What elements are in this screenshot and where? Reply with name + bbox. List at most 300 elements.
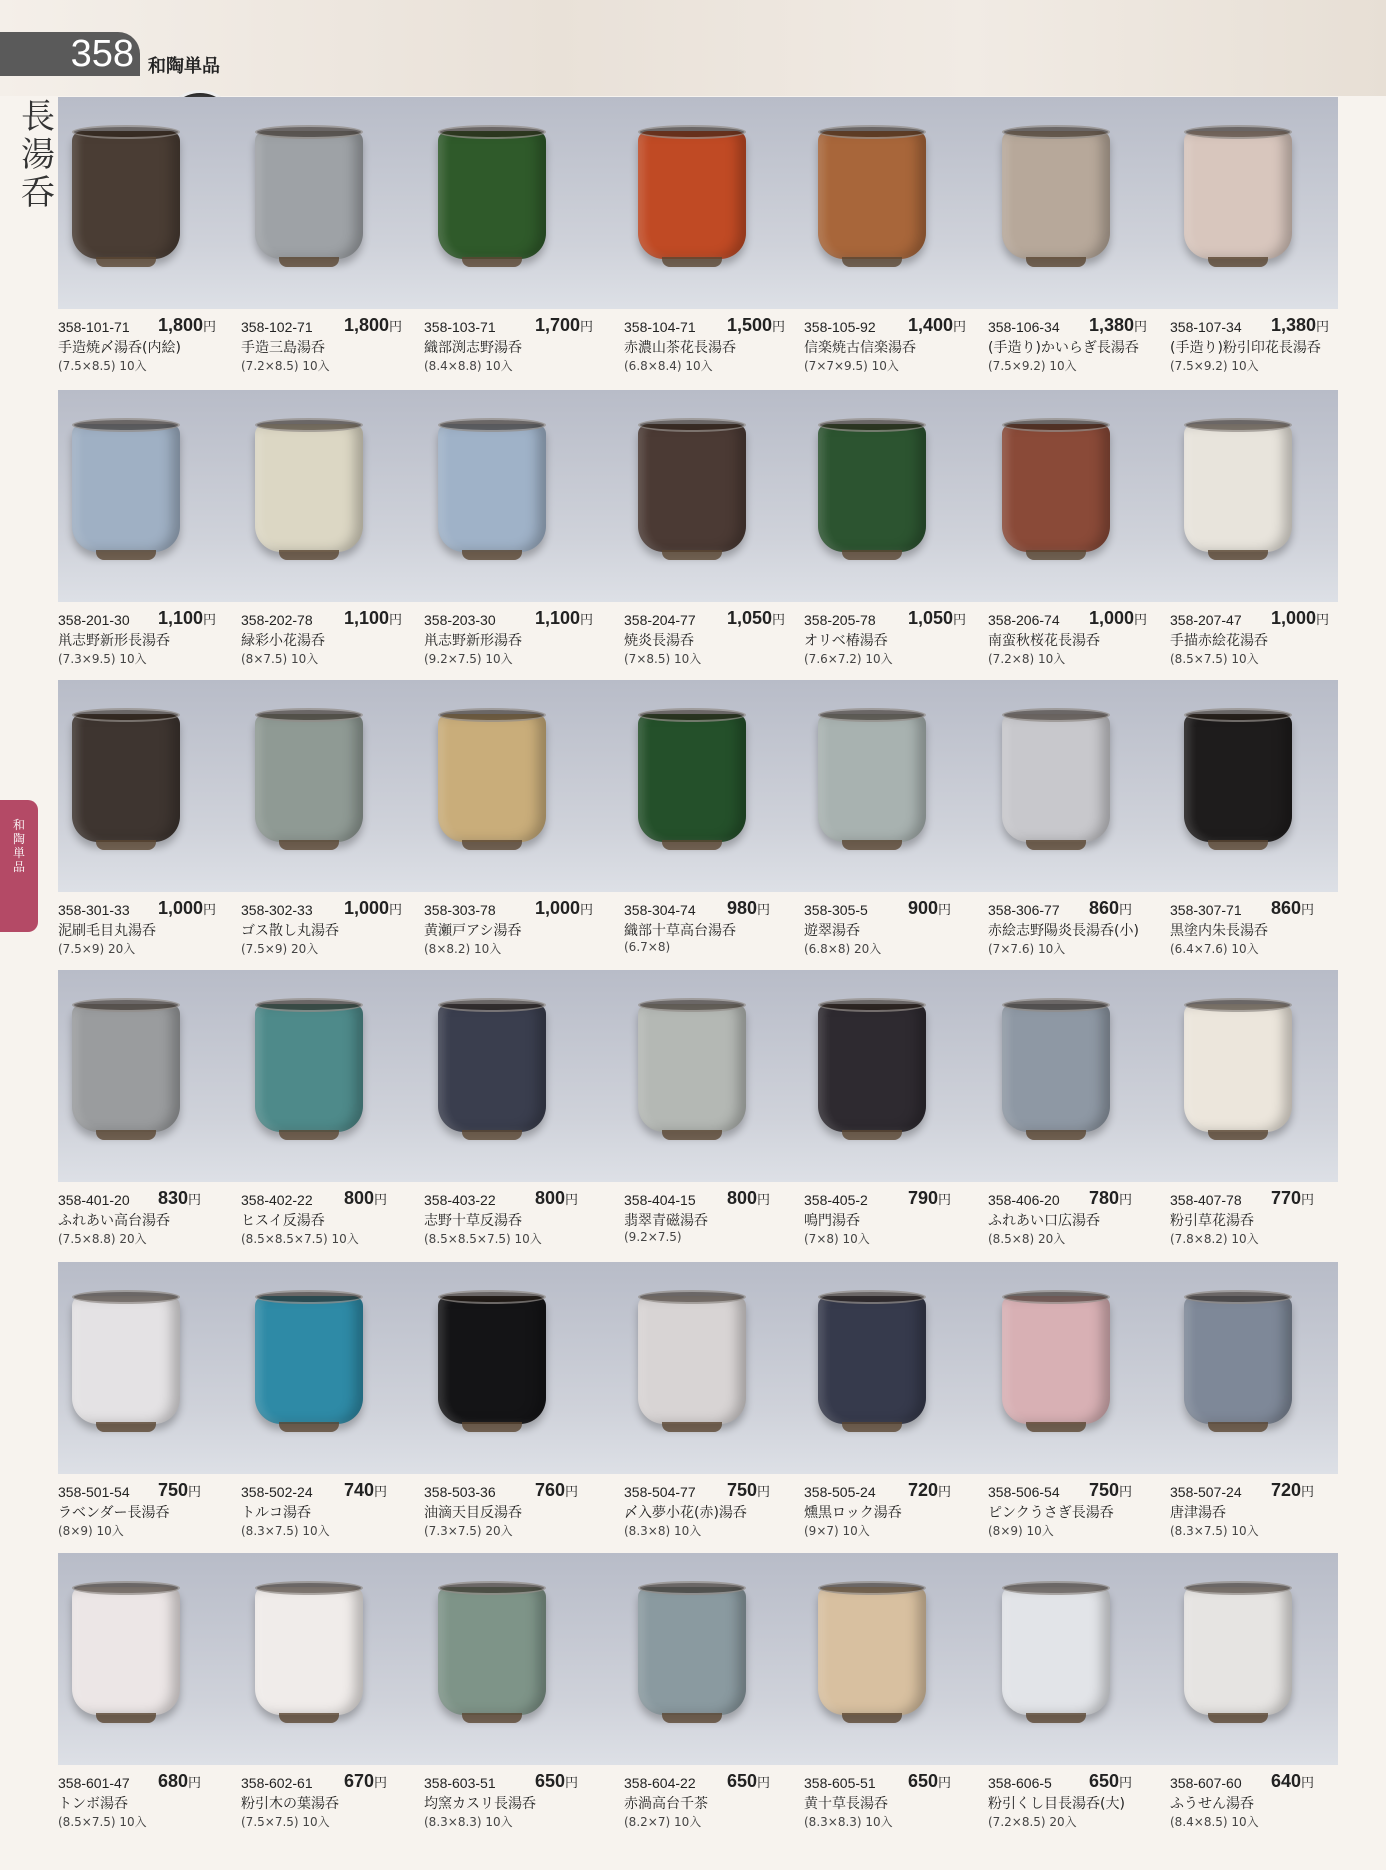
- teacup-photo[interactable]: [1002, 131, 1110, 259]
- product-size: (8×9) 10入: [988, 1524, 1054, 1538]
- product-price: [535, 898, 593, 919]
- teacup-rim: [1002, 418, 1110, 432]
- product-code: 358-406-20: [988, 1192, 1060, 1208]
- price-value: 1,800: [158, 315, 204, 335]
- teacup-photo[interactable]: [438, 1587, 546, 1715]
- product-price: [158, 898, 216, 919]
- teacup-foot: [662, 1713, 723, 1723]
- product-photo-band: [58, 1262, 1338, 1474]
- product-price: [1089, 898, 1132, 919]
- price-unit: 円: [1119, 902, 1133, 917]
- price-value: 1,500: [727, 315, 773, 335]
- price-value: 830: [158, 1188, 189, 1208]
- teacup-photo[interactable]: [818, 714, 926, 842]
- product-price: [1271, 315, 1329, 336]
- product-name: 志野十草反湯呑: [424, 1213, 522, 1229]
- teacup-photo[interactable]: [72, 131, 180, 259]
- teacup-foot: [279, 840, 340, 850]
- product-caption: [804, 315, 1004, 381]
- product-size: (8.4×8.8) 10入: [424, 359, 513, 373]
- product-caption: [241, 1771, 441, 1837]
- teacup-photo[interactable]: [255, 1296, 363, 1424]
- product-name: 鼡志野新形長湯呑: [58, 633, 170, 649]
- product-name: 信楽焼古信楽湯呑: [804, 340, 916, 356]
- price-unit: 円: [188, 1775, 202, 1790]
- teacup-foot: [279, 1130, 340, 1140]
- product-code: 358-205-78: [804, 612, 876, 628]
- product-caption: [1170, 1480, 1370, 1546]
- product-caption: [58, 315, 258, 381]
- product-code: 358-101-71: [58, 319, 130, 335]
- product-caption: [424, 1480, 624, 1546]
- price-unit: 円: [757, 1775, 771, 1790]
- product-price: [908, 898, 951, 919]
- teacup-photo[interactable]: [438, 1004, 546, 1132]
- teacup-photo[interactable]: [818, 1296, 926, 1424]
- product-name: 赤絵志野陽炎長湯呑(小): [988, 923, 1139, 939]
- product-caption: [1170, 1771, 1370, 1837]
- price-unit: 円: [565, 1484, 579, 1499]
- product-code: 358-506-54: [988, 1484, 1060, 1500]
- product-price: [535, 1771, 578, 1792]
- product-size: (6.8×8) 20入: [804, 942, 882, 956]
- price-value: 1,100: [344, 608, 390, 628]
- product-caption: [804, 1771, 1004, 1837]
- teacup-photo[interactable]: [638, 1004, 746, 1132]
- price-value: 980: [727, 898, 758, 918]
- teacup-photo[interactable]: [1184, 424, 1292, 552]
- teacup-photo[interactable]: [638, 131, 746, 259]
- product-name: 緑彩小花湯呑: [241, 633, 325, 649]
- product-caption: [804, 608, 1004, 674]
- product-name: ヒスイ反湯呑: [241, 1213, 325, 1229]
- product-price: [1271, 898, 1314, 919]
- price-unit: 円: [565, 1775, 579, 1790]
- product-size: (8.5×7.5) 10入: [58, 1815, 147, 1829]
- product-name: 〆入夢小花(赤)湯呑: [624, 1505, 747, 1521]
- product-code: 358-404-15: [624, 1192, 696, 1208]
- price-value: 1,380: [1089, 315, 1135, 335]
- price-value: 800: [535, 1188, 566, 1208]
- price-value: 1,050: [908, 608, 954, 628]
- product-size: (7.5×7.5) 10入: [241, 1815, 330, 1829]
- price-unit: 円: [1301, 1484, 1315, 1499]
- product-code: 358-405-2: [804, 1192, 868, 1208]
- teacup-rim: [638, 418, 746, 432]
- product-size: (8.3×8.3) 10入: [804, 1815, 893, 1829]
- teacup-rim: [438, 418, 546, 432]
- product-size: (8.5×8.5×7.5) 10入: [241, 1232, 359, 1246]
- product-price: [344, 315, 402, 336]
- teacup-rim: [638, 998, 746, 1012]
- product-price: [1271, 1480, 1314, 1501]
- teacup-photo[interactable]: [438, 1296, 546, 1424]
- product-caption: [624, 315, 824, 381]
- price-value: 1,380: [1271, 315, 1317, 335]
- product-price: [908, 608, 966, 629]
- product-size: (6.7×8): [624, 940, 671, 954]
- header-background: [0, 0, 1386, 96]
- product-price: [908, 1188, 951, 1209]
- teacup-foot: [279, 550, 340, 560]
- teacup-rim: [818, 998, 926, 1012]
- price-value: 800: [727, 1188, 758, 1208]
- product-name: (手造り)かいらぎ長湯呑: [988, 340, 1139, 356]
- teacup-photo[interactable]: [638, 1296, 746, 1424]
- price-unit: 円: [938, 1775, 952, 1790]
- product-code: 358-203-30: [424, 612, 496, 628]
- teacup-photo[interactable]: [638, 1587, 746, 1715]
- price-value: 1,000: [344, 898, 390, 918]
- teacup-foot: [279, 257, 340, 267]
- product-size: (9×7) 10入: [804, 1524, 870, 1538]
- teacup-photo[interactable]: [72, 1296, 180, 1424]
- teacup-photo[interactable]: [72, 714, 180, 842]
- product-size: (8.3×7.5) 10入: [241, 1524, 330, 1538]
- price-unit: 円: [772, 319, 786, 334]
- product-name: ラベンダー長湯呑: [58, 1505, 170, 1521]
- teacup-photo[interactable]: [1184, 1004, 1292, 1132]
- product-name: トンボ湯呑: [58, 1796, 128, 1812]
- teacup-rim: [1002, 125, 1110, 139]
- product-code: 358-501-54: [58, 1484, 130, 1500]
- teacup-rim: [72, 708, 180, 722]
- product-price: [727, 898, 770, 919]
- teacup-foot: [96, 550, 157, 560]
- teacup-photo[interactable]: [638, 714, 746, 842]
- price-value: 720: [1271, 1480, 1302, 1500]
- product-code: 358-601-47: [58, 1775, 130, 1791]
- product-photo-band: [58, 680, 1338, 892]
- price-unit: 円: [389, 612, 403, 627]
- product-code: 358-301-33: [58, 902, 130, 918]
- teacup-rim: [72, 125, 180, 139]
- price-unit: 円: [938, 902, 952, 917]
- teacup-photo[interactable]: [1184, 1587, 1292, 1715]
- product-name: 粉引草花湯呑: [1170, 1213, 1254, 1229]
- price-unit: 円: [580, 319, 594, 334]
- product-name: 手描赤絵花湯呑: [1170, 633, 1268, 649]
- teacup-rim: [1002, 998, 1110, 1012]
- price-value: 1,800: [344, 315, 390, 335]
- side-index-tab[interactable]: [0, 800, 38, 932]
- teacup-foot: [462, 550, 523, 560]
- teacup-foot: [1026, 1713, 1087, 1723]
- product-size: (8.5×8.5×7.5) 10入: [424, 1232, 542, 1246]
- price-unit: 円: [1301, 1775, 1315, 1790]
- teacup-photo[interactable]: [818, 1587, 926, 1715]
- teacup-foot: [1208, 1713, 1269, 1723]
- teacup-photo[interactable]: [255, 424, 363, 552]
- product-caption: [241, 898, 441, 964]
- product-name: 織部十草高台湯呑: [624, 923, 736, 939]
- teacup-foot: [96, 257, 157, 267]
- product-price: [1271, 1188, 1314, 1209]
- product-photo-band: [58, 1553, 1338, 1765]
- teacup-rim: [1184, 418, 1292, 432]
- teacup-foot: [279, 1713, 340, 1723]
- teacup-rim: [1002, 708, 1110, 722]
- teacup-photo[interactable]: [72, 1004, 180, 1132]
- product-price: [908, 1480, 951, 1501]
- product-caption: [804, 898, 1004, 964]
- teacup-rim: [255, 998, 363, 1012]
- teacup-photo[interactable]: [1184, 1296, 1292, 1424]
- product-name: 赤渦高台千茶: [624, 1796, 708, 1812]
- teacup-photo[interactable]: [1002, 1296, 1110, 1424]
- product-caption: [804, 1480, 1004, 1546]
- product-code: 358-507-24: [1170, 1484, 1242, 1500]
- product-price: [158, 608, 216, 629]
- product-price: [1089, 1771, 1132, 1792]
- product-caption: [58, 898, 258, 964]
- price-value: 670: [344, 1771, 375, 1791]
- product-name: 手造焼〆湯呑(内絵): [58, 340, 181, 356]
- product-code: 358-306-77: [988, 902, 1060, 918]
- vertical-title: 長湯呑: [21, 97, 55, 213]
- teacup-photo[interactable]: [1002, 424, 1110, 552]
- product-price: [1089, 315, 1147, 336]
- product-code: 358-604-22: [624, 1775, 696, 1791]
- price-value: 760: [535, 1480, 566, 1500]
- product-caption: [58, 1771, 258, 1837]
- teacup-rim: [818, 418, 926, 432]
- product-name: 手造三島湯呑: [241, 340, 325, 356]
- price-value: 800: [344, 1188, 375, 1208]
- product-name: 赤濃山茶花長湯呑: [624, 340, 736, 356]
- teacup-photo[interactable]: [438, 424, 546, 552]
- product-caption: [624, 898, 824, 964]
- product-name: 翡翠青磁湯呑: [624, 1213, 708, 1229]
- product-name: 唐津湯呑: [1170, 1505, 1226, 1521]
- teacup-foot: [842, 1422, 903, 1432]
- product-size: (7×7.6) 10入: [988, 942, 1066, 956]
- teacup-foot: [662, 257, 723, 267]
- product-size: (7.5×8.5) 10入: [58, 359, 147, 373]
- teacup-photo[interactable]: [72, 424, 180, 552]
- teacup-rim: [438, 1581, 546, 1595]
- product-code: 358-305-5: [804, 902, 868, 918]
- product-caption: [804, 1188, 1004, 1254]
- product-caption: [624, 1480, 824, 1546]
- product-name: (手造り)粉引印花長湯呑: [1170, 340, 1321, 356]
- product-code: 358-603-51: [424, 1775, 496, 1791]
- product-size: (7.5×9.2) 10入: [988, 359, 1077, 373]
- teacup-foot: [662, 840, 723, 850]
- teacup-foot: [1208, 1130, 1269, 1140]
- product-caption: [988, 1771, 1188, 1837]
- product-size: (8.4×8.5) 10入: [1170, 1815, 1259, 1829]
- teacup-foot: [1208, 550, 1269, 560]
- teacup-photo[interactable]: [1002, 1004, 1110, 1132]
- teacup-foot: [1026, 1130, 1087, 1140]
- product-code: 358-206-74: [988, 612, 1060, 628]
- product-price: [908, 1771, 951, 1792]
- product-name: 粉引くし目長湯呑(大): [988, 1796, 1125, 1812]
- product-caption: [988, 608, 1188, 674]
- product-code: 358-202-78: [241, 612, 313, 628]
- product-size: (7.5×9.2) 10入: [1170, 359, 1259, 373]
- teacup-foot: [1026, 840, 1087, 850]
- teacup-foot: [1026, 1422, 1087, 1432]
- product-price: [1089, 1480, 1132, 1501]
- teacup-foot: [96, 1130, 157, 1140]
- teacup-foot: [842, 840, 903, 850]
- product-caption: [241, 1188, 441, 1254]
- price-unit: 円: [757, 1484, 771, 1499]
- price-unit: 円: [757, 1192, 771, 1207]
- product-name: 南蛮秋桜花長湯呑: [988, 633, 1100, 649]
- price-value: 860: [1271, 898, 1302, 918]
- product-caption: [424, 1188, 624, 1254]
- price-unit: 円: [203, 319, 217, 334]
- product-code: 358-503-36: [424, 1484, 496, 1500]
- price-unit: 円: [374, 1192, 388, 1207]
- product-caption: [241, 315, 441, 381]
- price-value: 680: [158, 1771, 189, 1791]
- product-size: (7.3×9.5) 10入: [58, 652, 147, 666]
- product-code: 358-107-34: [1170, 319, 1242, 335]
- price-value: 650: [1089, 1771, 1120, 1791]
- teacup-rim: [72, 1581, 180, 1595]
- teacup-rim: [72, 1290, 180, 1304]
- price-value: 900: [908, 898, 939, 918]
- teacup-photo[interactable]: [255, 131, 363, 259]
- price-value: 720: [908, 1480, 939, 1500]
- product-name: 粉引木の葉湯呑: [241, 1796, 339, 1812]
- product-size: (6.8×8.4) 10入: [624, 359, 713, 373]
- teacup-photo[interactable]: [818, 424, 926, 552]
- product-size: (7.5×8.8) 20入: [58, 1232, 147, 1246]
- product-price: [344, 1188, 387, 1209]
- product-size: (7.6×7.2) 10入: [804, 652, 893, 666]
- price-value: 1,100: [158, 608, 204, 628]
- product-photo-band: [58, 970, 1338, 1182]
- price-value: 780: [1089, 1188, 1120, 1208]
- teacup-photo[interactable]: [1002, 1587, 1110, 1715]
- teacup-rim: [638, 1581, 746, 1595]
- product-price: [535, 1480, 578, 1501]
- product-photo-band: [58, 97, 1338, 309]
- price-unit: 円: [938, 1192, 952, 1207]
- price-value: 640: [1271, 1771, 1302, 1791]
- teacup-rim: [438, 998, 546, 1012]
- teacup-photo[interactable]: [818, 1004, 926, 1132]
- price-unit: 円: [203, 902, 217, 917]
- product-price: [727, 315, 785, 336]
- price-value: 770: [1271, 1188, 1302, 1208]
- product-code: 358-201-30: [58, 612, 130, 628]
- product-caption: [424, 1771, 624, 1837]
- price-unit: 円: [374, 1484, 388, 1499]
- product-size: (8.3×8.3) 10入: [424, 1815, 513, 1829]
- teacup-rim: [1184, 708, 1292, 722]
- product-size: (7.3×7.5) 20入: [424, 1524, 513, 1538]
- product-caption: [1170, 898, 1370, 964]
- product-size: (7.5×9) 20入: [241, 942, 319, 956]
- product-photo-band: [58, 390, 1338, 602]
- teacup-foot: [1208, 840, 1269, 850]
- teacup-foot: [462, 1422, 523, 1432]
- teacup-photo[interactable]: [255, 714, 363, 842]
- teacup-foot: [662, 1130, 723, 1140]
- teacup-foot: [462, 1130, 523, 1140]
- teacup-photo[interactable]: [438, 714, 546, 842]
- product-size: (8×8.2) 10入: [424, 942, 502, 956]
- product-code: 358-504-77: [624, 1484, 696, 1500]
- product-price: [158, 1188, 201, 1209]
- price-unit: 円: [565, 1192, 579, 1207]
- price-unit: 円: [1301, 902, 1315, 917]
- teacup-rim: [72, 418, 180, 432]
- teacup-photo[interactable]: [1184, 714, 1292, 842]
- product-caption: [58, 1188, 258, 1254]
- teacup-photo[interactable]: [818, 131, 926, 259]
- product-price: [908, 315, 966, 336]
- price-unit: 円: [772, 612, 786, 627]
- price-value: 1,000: [535, 898, 581, 918]
- product-size: (8×7.5) 10入: [241, 652, 319, 666]
- product-price: [727, 608, 785, 629]
- teacup-photo[interactable]: [72, 1587, 180, 1715]
- price-value: 750: [727, 1480, 758, 1500]
- teacup-photo[interactable]: [255, 1004, 363, 1132]
- product-name: 黒塗内朱長湯呑: [1170, 923, 1268, 939]
- teacup-rim: [1184, 1290, 1292, 1304]
- teacup-foot: [462, 257, 523, 267]
- product-code: 358-105-92: [804, 319, 876, 335]
- teacup-rim: [638, 125, 746, 139]
- product-caption: [1170, 315, 1370, 381]
- teacup-foot: [462, 1713, 523, 1723]
- teacup-photo[interactable]: [438, 131, 546, 259]
- price-unit: 円: [1119, 1484, 1133, 1499]
- teacup-photo[interactable]: [1184, 131, 1292, 259]
- product-code: 358-102-71: [241, 319, 313, 335]
- product-name: トルコ湯呑: [241, 1505, 311, 1521]
- product-price: [344, 1480, 387, 1501]
- product-caption: [988, 1188, 1188, 1254]
- price-unit: 円: [580, 612, 594, 627]
- product-code: 358-207-47: [1170, 612, 1242, 628]
- price-value: 860: [1089, 898, 1120, 918]
- product-price: [1271, 608, 1329, 629]
- product-price: [1271, 1771, 1314, 1792]
- teacup-rim: [1002, 1581, 1110, 1595]
- product-code: 358-602-61: [241, 1775, 313, 1791]
- product-name: ゴス散し丸湯呑: [241, 923, 339, 939]
- price-value: 1,100: [535, 608, 581, 628]
- product-price: [158, 1771, 201, 1792]
- teacup-photo[interactable]: [255, 1587, 363, 1715]
- teacup-foot: [662, 550, 723, 560]
- product-price: [344, 1771, 387, 1792]
- product-name: 遊翠湯呑: [804, 923, 860, 939]
- teacup-foot: [842, 1130, 903, 1140]
- teacup-photo[interactable]: [1002, 714, 1110, 842]
- product-code: 358-104-71: [624, 319, 696, 335]
- price-value: 1,000: [1271, 608, 1317, 628]
- section-title: 和陶単品: [148, 56, 220, 77]
- price-value: 1,000: [158, 898, 204, 918]
- product-caption: [988, 898, 1188, 964]
- price-value: 1,700: [535, 315, 581, 335]
- product-name: ふれあい高台湯呑: [58, 1213, 170, 1229]
- product-size: (8.2×7) 10入: [624, 1815, 702, 1829]
- product-size: (7×7×9.5) 10入: [804, 359, 899, 373]
- teacup-photo[interactable]: [638, 424, 746, 552]
- product-size: (7.8×8.2) 10入: [1170, 1232, 1259, 1246]
